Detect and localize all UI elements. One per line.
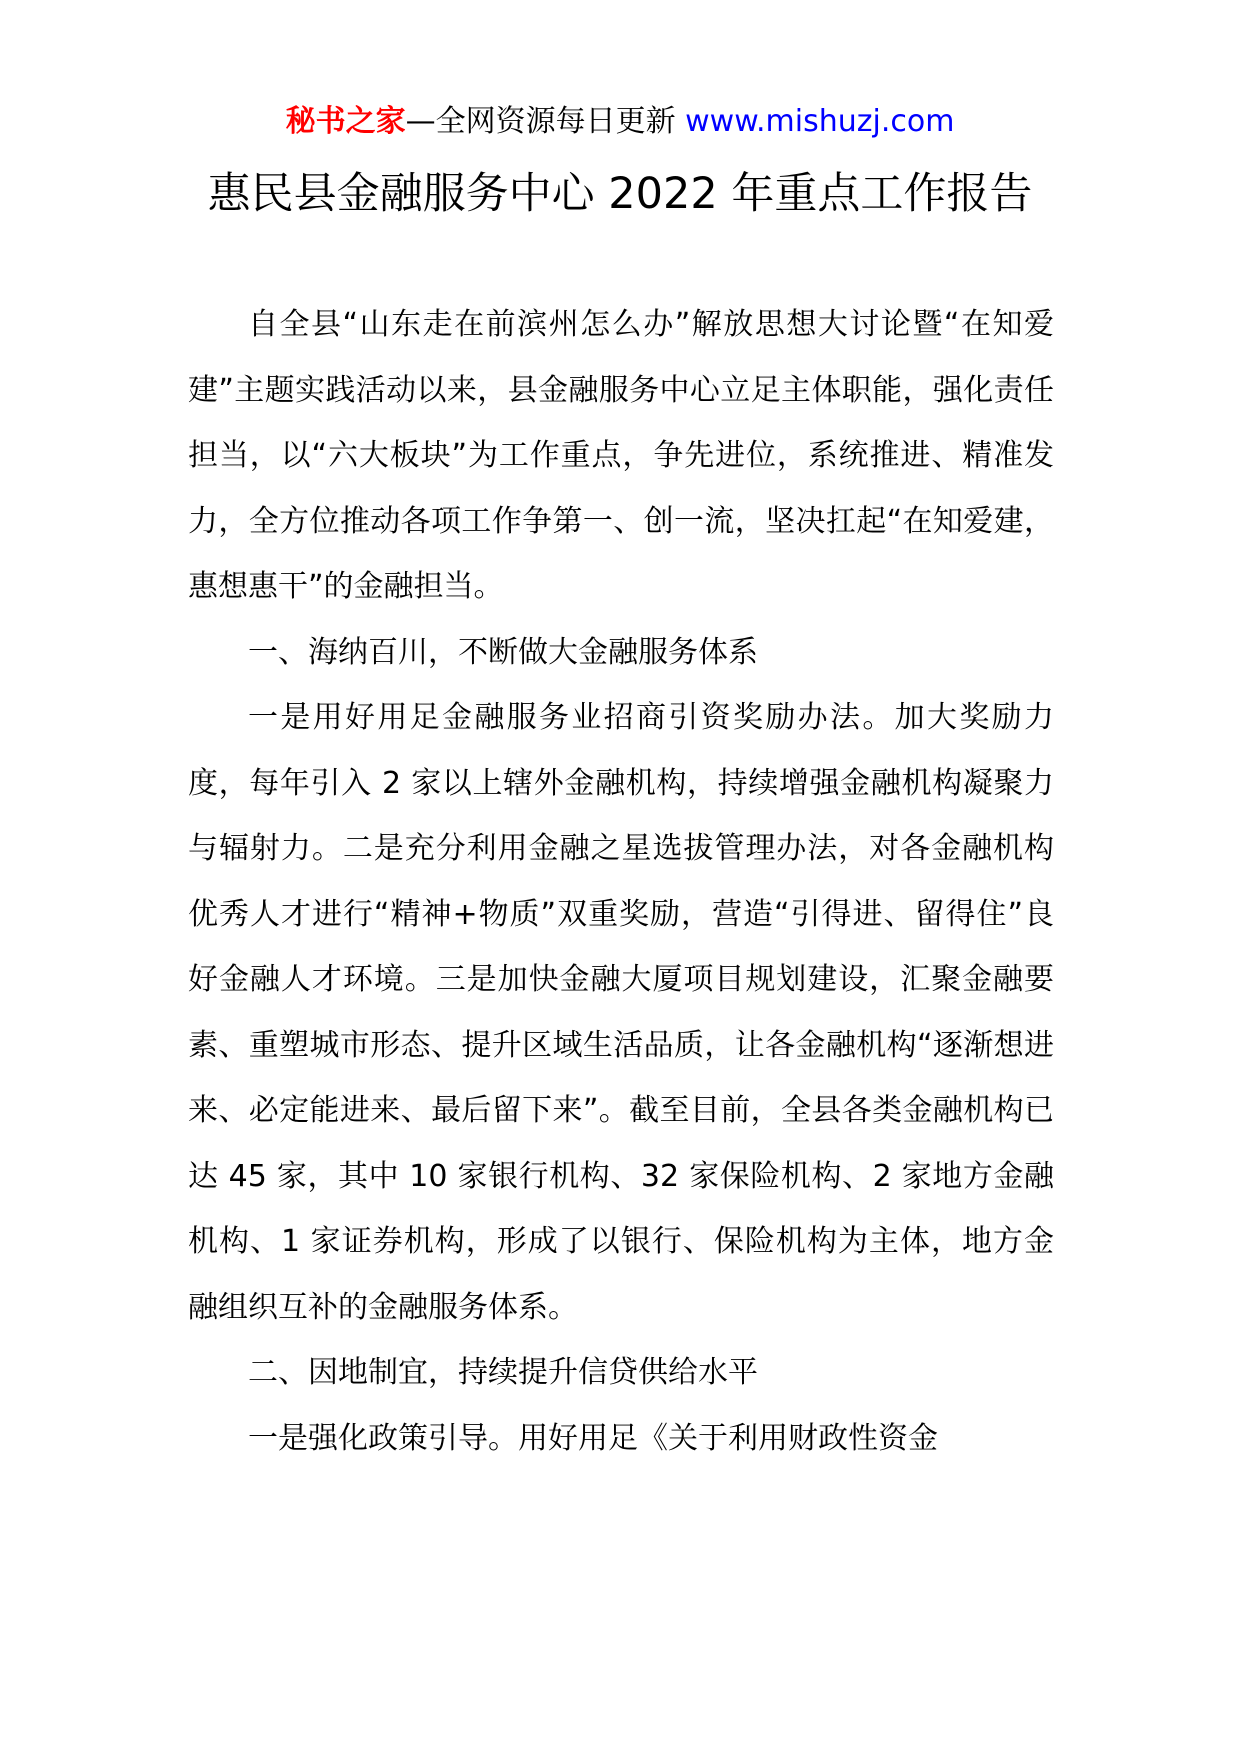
brand-name: 秘书之家 — [285, 104, 406, 139]
document-body — [188, 292, 1054, 1471]
section-2-heading: 二、因地制宜，持续提升信贷供给水平 — [248, 1355, 758, 1390]
site-url-link[interactable]: www.mishuzj.com — [685, 104, 955, 139]
header-tagline: —全网资源每日更新 — [405, 104, 686, 139]
section-1-heading: 一、海纳百川，不断做大金融服务体系 — [248, 634, 758, 670]
section-2-paragraph: 一是强化政策引导。用好用足《关于利用财政性资金 — [248, 1420, 938, 1456]
document-title: 惠民县金融服务中心 2022 年重点工作报告 — [207, 169, 1033, 219]
intro-paragraph: 自全县“山东走在前滨州怎么办”解放思想大讨论暨“在知爱建”主题实践活动以来，县金融服务中心立足主体职能，强化责任担当，以“六大板块”为工作重点，争先进位，系统推进、精准发力，全方位推动各项工作争第一、创一流，坚决扛起“在知爱建，惠想惠干”的金融担当。 — [188, 307, 1054, 604]
section-1-paragraph: 一是用好用足金融服务业招商引资奖励办法。加大奖励力度，每年引入 2 家以上辖外金融机构，持续增强金融机构凝聚力与辐射力。二是充分利用金融之星选拔管理办法，对各金融机构优秀人才进行“精神+物质”双重奖励，营造“引得进、留得住”良好金融人才环境。三是加快金融大厦项目规划建设，汇聚金融要素、重塑城市形态、提升区域生活品质，让各金融机构“逐渐想进来、必定能进来、最后留下来”。截至目前，全县各类金融机构已达 45 家，其中 10 家银行机构、32 家保险机构、2 家地方金融机构、1 家证券机构，形成了以银行、保险机构为主体，地方金融组织互补的金融服务体系。 — [188, 700, 1054, 1325]
site-header — [0, 100, 1240, 144]
